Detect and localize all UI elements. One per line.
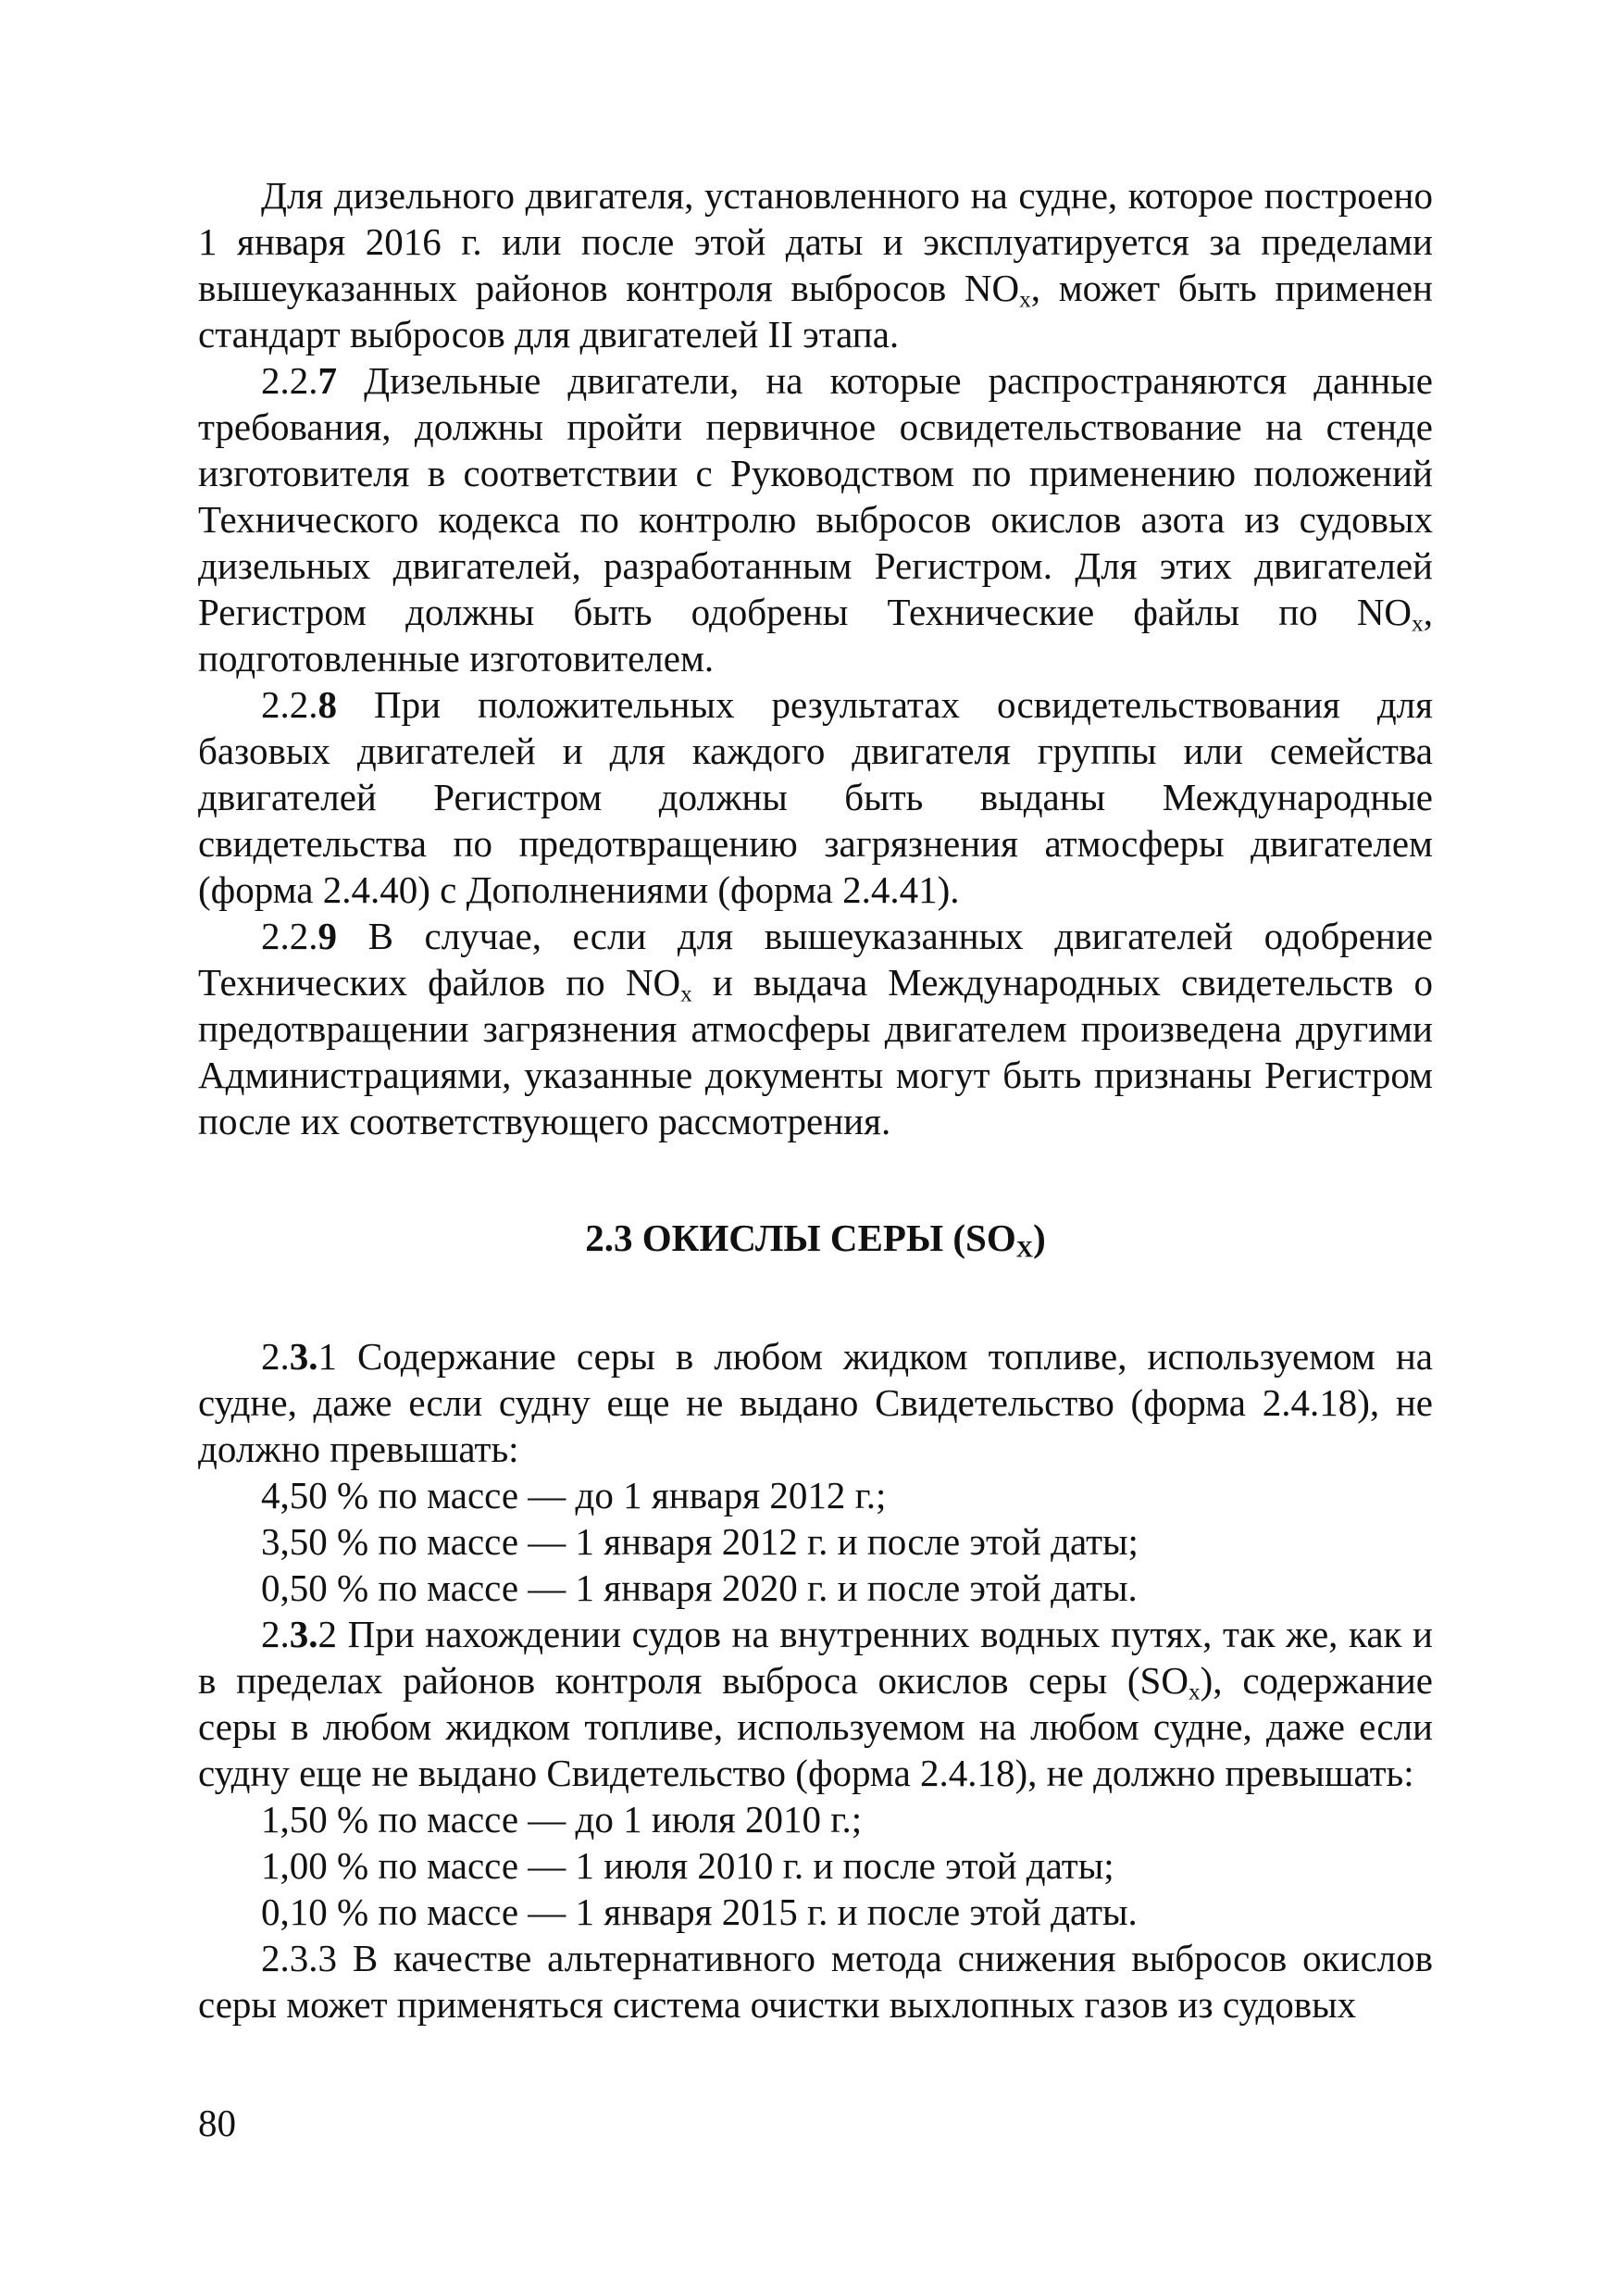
clause-number: 2.2.7 bbox=[261, 359, 337, 402]
document-page bbox=[198, 172, 1433, 2028]
list-item: 4,50 % по массе — до 1 января 2012 г.; bbox=[261, 1474, 887, 1516]
paragraph-intro: Для дизельного двигателя, установленного на судне, которое построено 1 января 2016 г. или после этой даты и эксплуатируется за пределами вышеуказанных районов контроля выбросов $NO_x$, может быть применен стандарт выбросов для двигателей II этапа. bbox=[198, 174, 1433, 356]
paragraph-2-3-1: 2.3.1 Содержание серы в любом жидком топливе, используемом на судне, даже если судну еще не выдано Свидетельство (форма 2.4.18), не должно превышать: bbox=[198, 1335, 1433, 1470]
list-item: 0,10 % по массе — 1 января 2015 г. и после этой даты. bbox=[261, 1890, 1138, 1933]
section-heading: 2.3 ОКИСЛЫ СЕРЫ $(SO_X)$ bbox=[585, 1217, 1046, 1263]
clause-number: 2.3.3 bbox=[261, 1937, 337, 1979]
paragraph-2-3-3: 2.3.3 В качестве альтернативного метода снижения выбросов окислов серы может применяться система очистки выхлопных газов из судовых bbox=[198, 1937, 1433, 2026]
list-item: 3,50 % по массе — 1 января 2012 г. и после этой даты; bbox=[261, 1520, 1139, 1563]
list-item: 0,50 % по массе — 1 января 2020 г. и после этой даты. bbox=[261, 1566, 1138, 1609]
list-item: 1,50 % по массе — до 1 июля 2010 г.; bbox=[261, 1798, 863, 1841]
list-item: 1,00 % по массе — 1 июля 2010 г. и после этой даты; bbox=[261, 1844, 1114, 1887]
paragraph-2-3-2: 2.3.2 При нахождении судов на внутренних водных путях, так же, как и в пределах районов контроля выброса окислов серы $(SO_x)$, содержание серы в любом жидком топливе, используемом на любом судне, даже если судну еще не выдано Свидетельство (форма 2.4.18), не должно превышать: bbox=[198, 1613, 1433, 1794]
paragraph-2-2-8: 2.2.8 При положительных результатах освидетельствования для базовых двигателей и для каждого двигателя группы или семейства двигателей Регистром должны быть выданы Международные свидетельства по предотвращению загрязнения атмосферы двигателем (форма 2.4.40) с Дополнениями (форма 2.4.41). bbox=[198, 683, 1433, 911]
paragraph-2-2-9: 2.2.9 В случае, если для вышеуказанных двигателей одобрение Технических файлов по $NO_x$ и выдача Международных свидетельств о предотвращении загрязнения атмосферы двигателем произведена другими Администрациями, указанные документы могут быть признаны Регистром после их соответствующего рассмотрения. bbox=[198, 915, 1434, 1142]
clause-number: 2.3.2 bbox=[261, 1613, 337, 1655]
clause-number: 2.3.1 bbox=[261, 1335, 337, 1378]
clause-number: 2.2.9 bbox=[261, 915, 337, 957]
clause-number: 2.2.8 bbox=[261, 683, 337, 726]
paragraph-2-2-7: 2.2.7 Дизельные двигатели, на которые распространяются данные требования, должны пройти первичное освидетельствование на стенде изготовителя в соответствии с Руководством по применению положений Технического кодекса по контролю выбросов окислов азота из судовых дизельных двигателей, разработанным Регистром. Для этих двигателей Регистром должны быть одобрены Технические файлы по $NO_x$, подготовленные изготовителем. bbox=[198, 359, 1433, 680]
page-number: 80 bbox=[198, 2102, 236, 2144]
